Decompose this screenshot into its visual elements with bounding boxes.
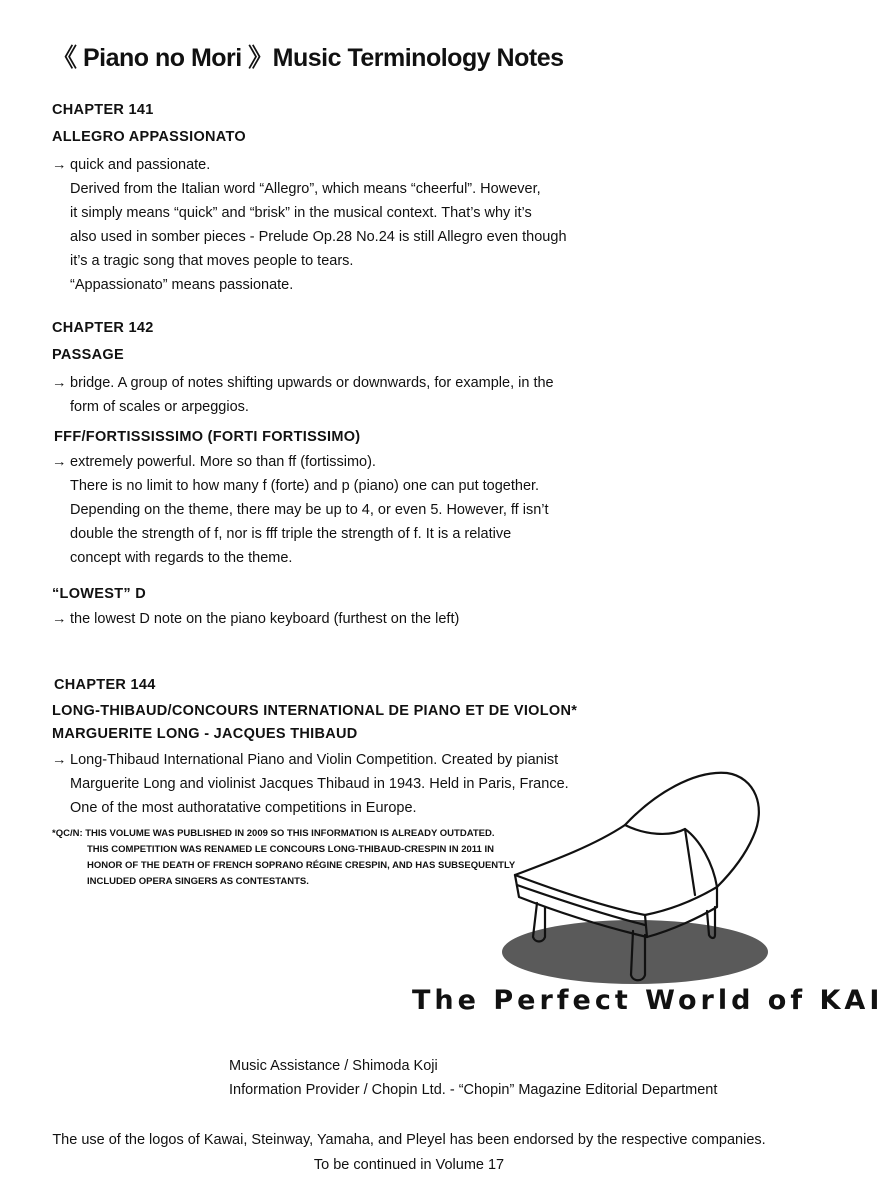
definition-first-line: quick and passionate. bbox=[70, 157, 211, 173]
footnote-line: THIS COMPETITION WAS RENAMED LE CONCOURS LONG-THIBAUD-CRESPIN IN 2011 IN bbox=[87, 844, 494, 855]
arrow-icon: → bbox=[52, 157, 67, 173]
definition-line: form of scales or arpeggios. bbox=[70, 399, 249, 415]
definition-first-line: Long-Thibaud International Piano and Violin Competition. Created by pianist bbox=[70, 752, 559, 768]
definition-first-line: the lowest D note on the piano keyboard (furthest on the left) bbox=[70, 611, 460, 627]
definition-first-line: extremely powerful. More so than ff (fortissimo). bbox=[70, 454, 376, 470]
arrow-icon: → bbox=[52, 611, 67, 627]
logo-text: The Perfect World of KAI bbox=[412, 985, 883, 1016]
arrow-icon: → bbox=[52, 375, 67, 391]
translator-footnote bbox=[52, 826, 515, 890]
chapter-142-heading: CHAPTER 142 bbox=[52, 320, 154, 336]
chapter-141-heading: CHAPTER 141 bbox=[52, 102, 154, 118]
footnote-line: HONOR OF THE DEATH OF FRENCH SOPRANO RÉGINE CRESPIN, AND HAS SUBSEQUENTLY bbox=[87, 860, 516, 871]
definition-line: double the strength of f, nor is fff triple the strength of f. It is a relative bbox=[70, 526, 512, 542]
term-lowest-d: “LOWEST” D bbox=[52, 586, 147, 602]
definition-line: One of the most authoratative competitions in Europe. bbox=[70, 800, 417, 816]
continued-note: To be continued in Volume 17 bbox=[313, 1157, 505, 1173]
definition-line: concept with regards to the theme. bbox=[70, 550, 293, 566]
definition-line: it’s a tragic song that moves people to tears. bbox=[70, 253, 354, 269]
definition-first-line: bridge. A group of notes shifting upwards or downwards, for example, in the bbox=[70, 375, 554, 391]
definition-long-thibaud bbox=[52, 748, 569, 820]
credit-information-provider: Information Provider / Chopin Ltd. - “Chopin” Magazine Editorial Department bbox=[229, 1082, 718, 1098]
term-passage: PASSAGE bbox=[52, 347, 124, 363]
term-allegro-appassionato: ALLEGRO APPASSIONATO bbox=[52, 129, 246, 145]
term-long-thibaud-names: MARGUERITE LONG - JACQUES THIBAUD bbox=[52, 726, 358, 742]
definition-line: it simply means “quick” and “brisk” in the musical context. That’s why it’s bbox=[70, 205, 532, 221]
arrow-icon: → bbox=[52, 752, 67, 768]
term-long-thibaud: LONG-THIBAUD/CONCOURS INTERNATIONAL DE PIANO ET DE VIOLON* bbox=[52, 703, 578, 719]
piano-illustration bbox=[495, 765, 795, 990]
definition-line: “Appassionato” means passionate. bbox=[70, 277, 294, 293]
footnote-lead: *QC/N: THIS VOLUME WAS PUBLISHED IN 2009 SO THIS INFORMATION IS ALREADY OUTDATED. bbox=[52, 828, 495, 839]
endorsement-note: The use of the logos of Kawai, Steinway, Yamaha, and Pleyel has been endorsed by the respective companies. bbox=[52, 1132, 766, 1148]
chapter-144-heading: CHAPTER 144 bbox=[54, 677, 156, 693]
definition-allegro bbox=[52, 153, 567, 297]
definition-line: Derived from the Italian word “Allegro”, which means “cheerful”. However, bbox=[70, 181, 541, 197]
footnote-line: INCLUDED OPERA SINGERS AS CONTESTANTS. bbox=[87, 876, 309, 887]
arrow-icon: → bbox=[52, 454, 67, 470]
definition-line: also used in somber pieces - Prelude Op.28 No.24 is still Allegro even though bbox=[70, 229, 567, 245]
definition-line: Marguerite Long and violinist Jacques Thibaud in 1943. Held in Paris, France. bbox=[70, 776, 569, 792]
definition-lowest-d bbox=[52, 607, 459, 631]
definition-line: There is no limit to how many f (forte) and p (piano) one can put together. bbox=[70, 478, 540, 494]
definition-fortississimo bbox=[52, 450, 549, 570]
term-fortississimo: FFF/FORTISSISSIMO (FORTI FORTISSIMO) bbox=[54, 429, 361, 445]
definition-line: Depending on the theme, there may be up to 4, or even 5. However, ff isn’t bbox=[70, 502, 549, 518]
page-title: 《 Piano no Mori 》Music Terminology Notes bbox=[52, 44, 564, 72]
floor-shadow bbox=[502, 920, 768, 984]
credit-music-assistance: Music Assistance / Shimoda Koji bbox=[229, 1058, 438, 1074]
definition-passage bbox=[52, 371, 554, 419]
